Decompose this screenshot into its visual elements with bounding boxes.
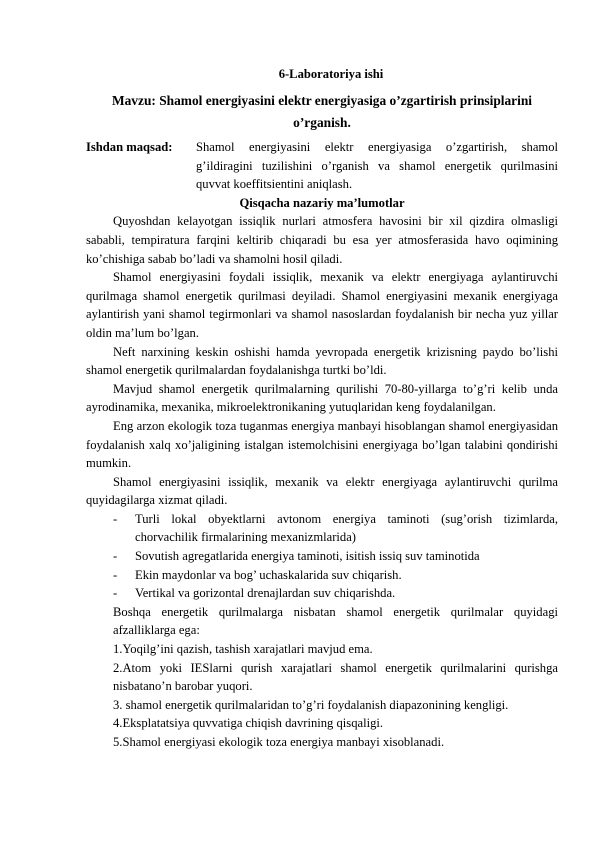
goal-block <box>86 138 558 194</box>
list-item <box>86 566 558 585</box>
document-page <box>86 64 558 752</box>
paragraph: Shamol energiyasini foydali issiqlik, mexanik va elektr energiyaga aylantiruvchi qurilmaga shamol energetik qurilmasi deyiladi. Shamol energiyasini mexanik energiyaga aylantirish yani shamol tegirmonlari va shamol nasoslardan foydalanish bir necha yuz yillar oldin ma’lum bo’lgan. <box>86 270 558 340</box>
list-item-text: Ekin maydonlar va bog’ uchaskalarida suv chiqarish. <box>135 567 402 582</box>
dash-bullet: - <box>113 549 118 564</box>
list-item <box>86 510 558 547</box>
numbered-item: 4.Eksplatatsiya quvvatiga chiqish davrining qisqaligi. <box>113 716 384 731</box>
dash-list <box>86 510 558 603</box>
paragraph: Eng arzon ekologik toza tuganmas energiya manbayi hisoblangan shamol energiyasidan foydalanish xalq xo’jaligining istalgan istemolchisini energiyaga bo’lgan talabini qondirishi mumkin. <box>86 418 558 471</box>
list-item-text: Turli lokal obyektlarni avtonom energiya taminoti (sug’orish tizimlarda, chorvachilik firmalarining mexanizmlarida) <box>135 511 558 545</box>
paragraph: Shamol energiyasini issiqlik, mexanik va elektr energiyaga aylantiruvchi qurilma quyidagilarga xizmat qiladi. <box>86 474 558 508</box>
paragraph: Mavjud shamol energetik qurilmalarning qurilishi 70-80-yillarga to’g’ri kelib unda ayrodinamika, mexanika, mikroelektronikaning yutuqlaridan keng foydalanilgan. <box>86 381 558 415</box>
numbered-item: 2.Atom yoki IESlarni qurish xarajatlari shamol energetik qurilmalarini qurishga nisbatano’n barobar yuqori. <box>113 660 558 694</box>
paragraph: Neft narxining keskin oshishi hamda yevropada energetik krizisning paydo bo’lishi shamol energetik qurilmalardan foydalanishga turtki bo’ldi. <box>86 344 558 378</box>
section-subheading: Qisqacha nazariy ma’lumotlar <box>239 195 405 210</box>
page-title: 6-Laboratoriya ishi <box>278 67 384 81</box>
numbered-item: 5.Shamol energiyasi ekologik toza energiya manbayi xisoblanadi. <box>113 735 445 749</box>
list-item <box>86 547 558 566</box>
dash-bullet: - <box>113 511 118 526</box>
goal-label: Ishdan maqsad: <box>86 140 173 154</box>
dash-bullet: - <box>113 567 118 582</box>
numbered-item: 3. shamol energetik qurilmalaridan to’g’ri foydalanish diapazonining kengligi. <box>113 697 509 712</box>
topic-heading: Mavzu: Shamol energiyasini elektr energiyasiga o’zgartirish prinsiplarini o’rganish. <box>111 93 533 130</box>
numbered-item: 1.Yoqilg’ini qazish, tashish xarajatlari mavjud ema. <box>113 642 373 657</box>
advantages-intro: Boshqa energetik qurilmalarga nisbatan shamol energetik qurilmalar quyidagi afzalliklarga ega: <box>113 604 558 638</box>
dash-bullet: - <box>113 586 118 601</box>
paragraph: Quyoshdan kelayotgan issiqlik nurlari atmosfera havosini bir xil qizdira olmasligi sababli, tempiratura farqini keltirib chiqaradi bu esa yer atmosferasida havo oqimining ko’chishiga sabab bo’ladi va shamolni hosil qiladi. <box>86 214 558 266</box>
list-item-text: Sovutish agregatlarida energiya taminoti, isitish issiq suv taminotida <box>135 549 480 564</box>
list-item-text: Vertikal va gorizontal drenajlardan suv chiqarishda. <box>135 586 396 601</box>
list-item <box>86 584 558 603</box>
goal-text: Shamol energiyasini elektr energiyasiga o’zgartirish, shamol g’ildiragini tuzilishini o’rganish va shamol energetik qurilmasini quvvat koeffitsientini aniqlash. <box>196 140 558 192</box>
